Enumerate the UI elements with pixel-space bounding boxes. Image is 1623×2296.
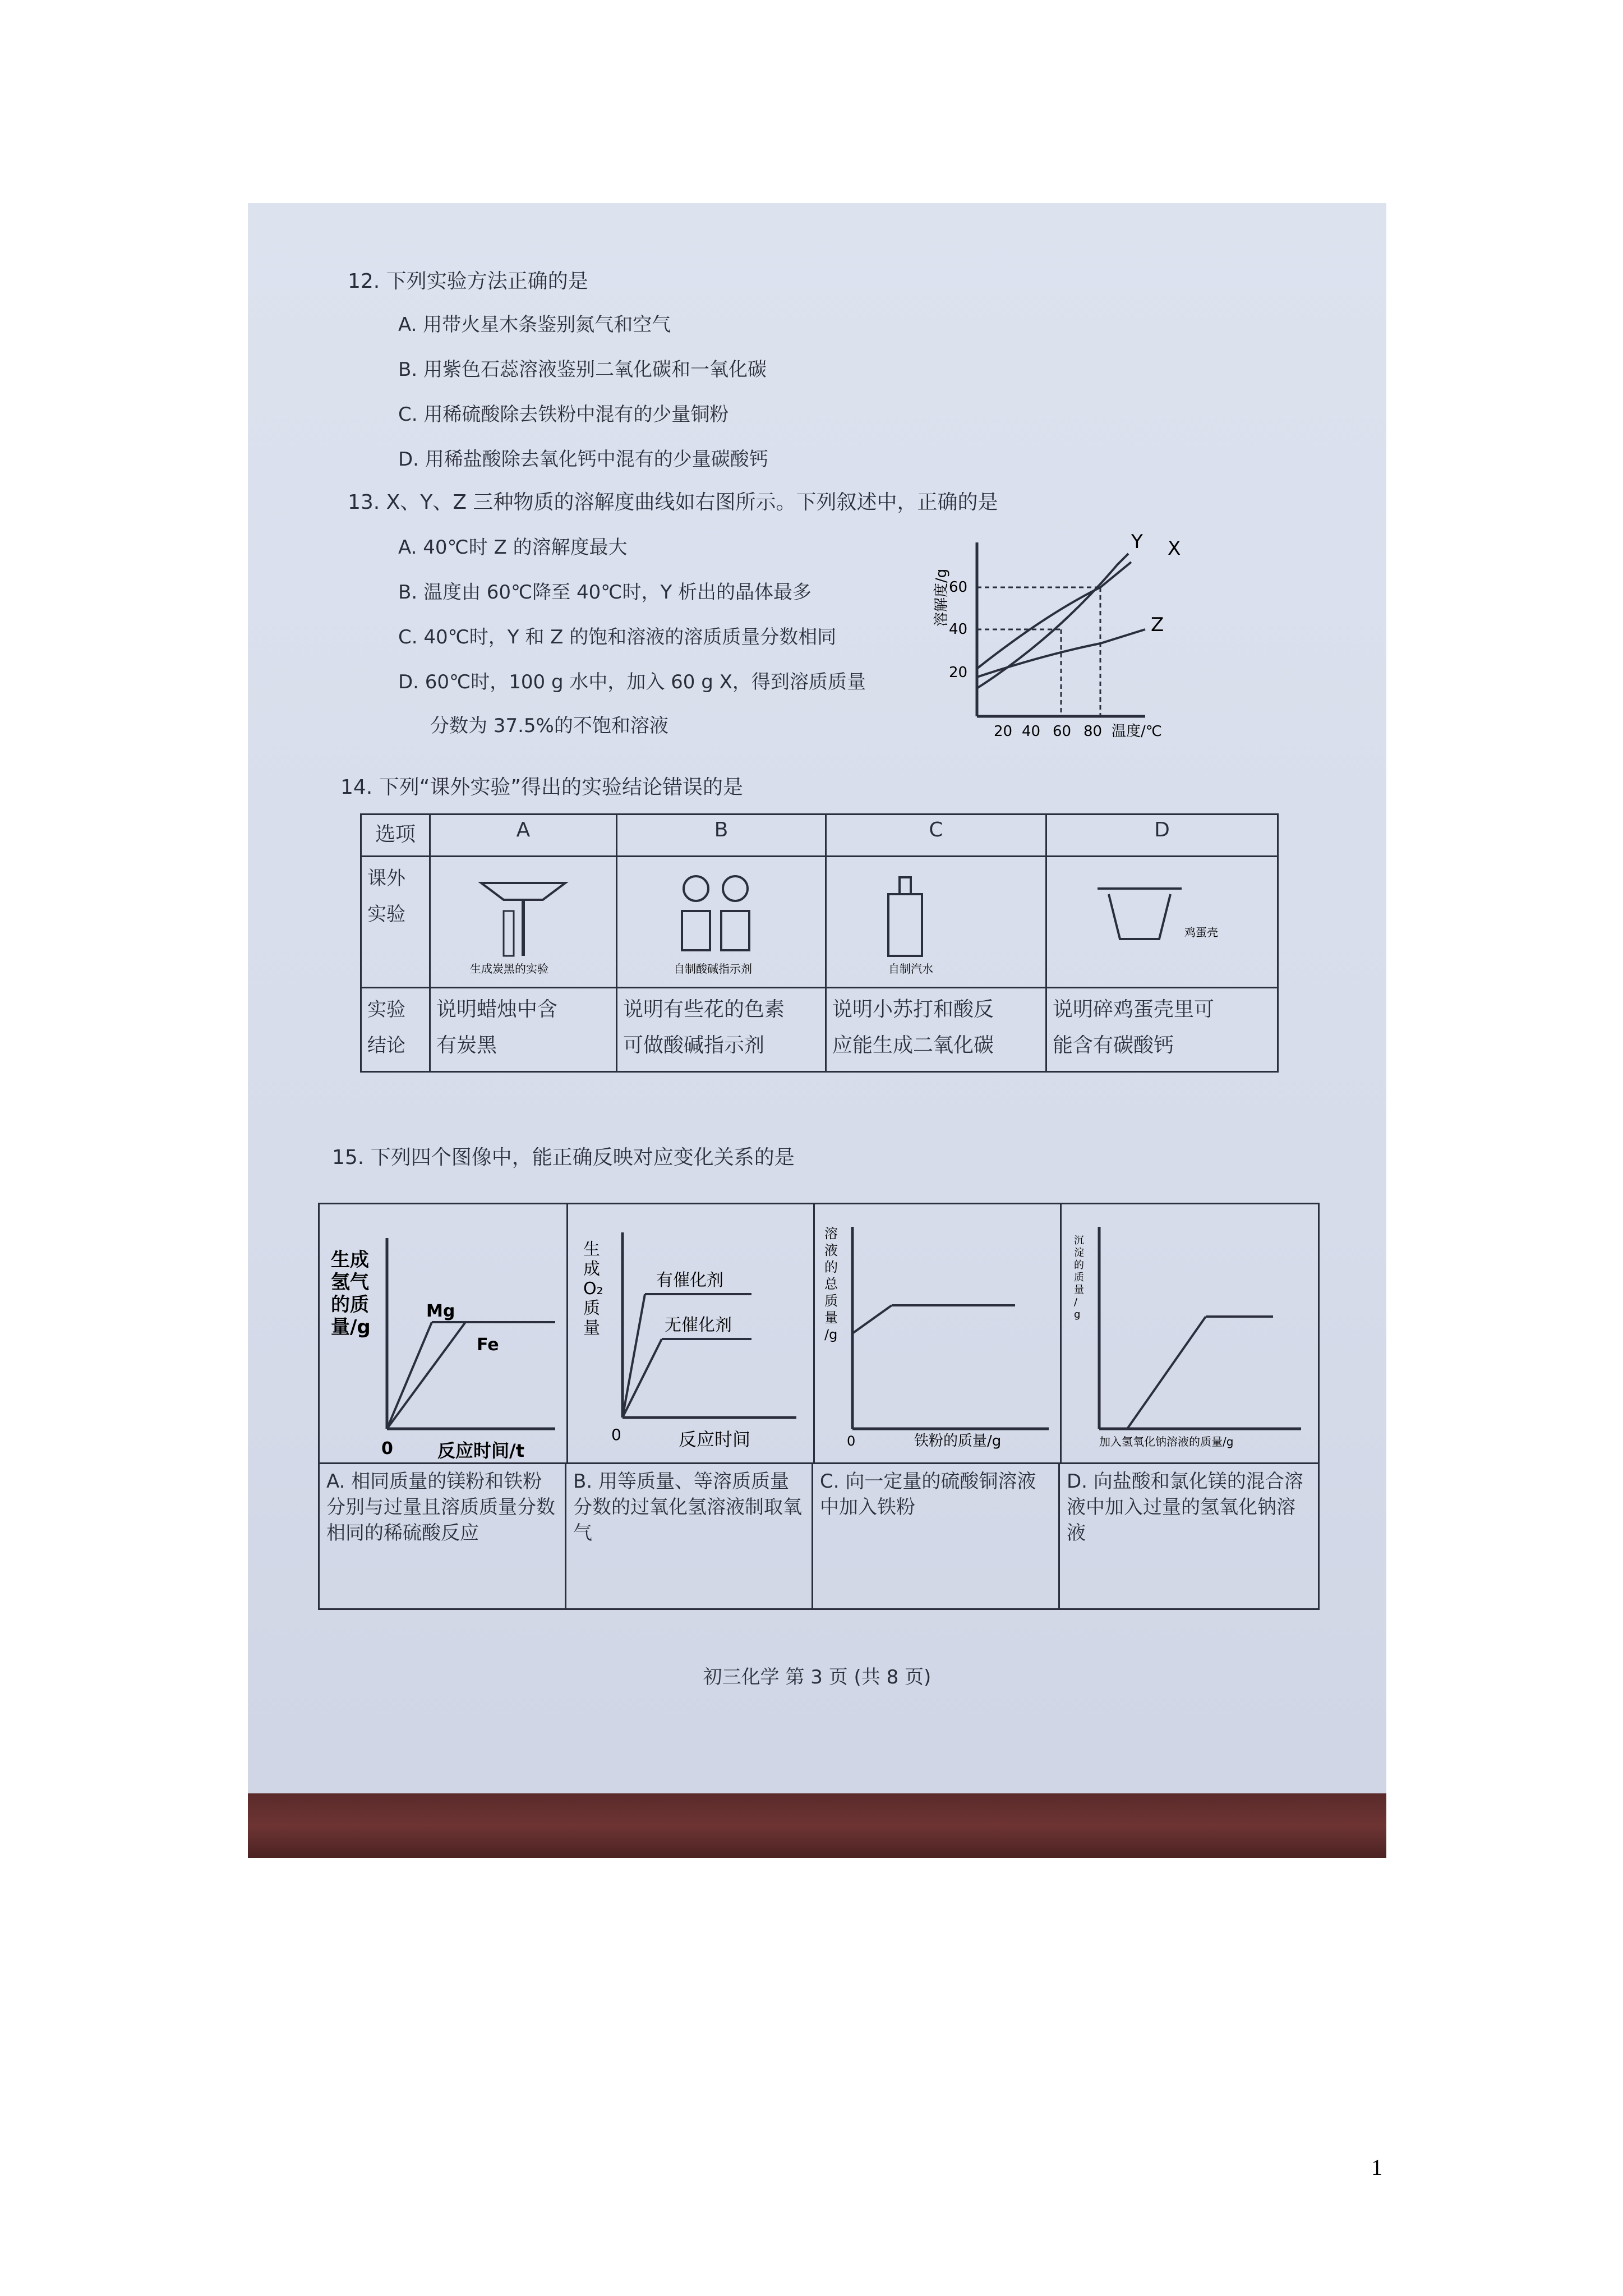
svg-text:沉: 沉	[1074, 1235, 1084, 1246]
desk-surface	[248, 1793, 1386, 1858]
caption-d: D. 向盐酸和氯化镁的混合溶液中加入过量的氢氧化钠溶液	[1060, 1462, 1318, 1608]
svg-text:的质: 的质	[331, 1294, 369, 1316]
svg-text:自制汽水: 自制汽水	[888, 962, 933, 976]
svg-text:量/g: 量/g	[331, 1316, 371, 1338]
curve-z-label: Z	[1151, 614, 1164, 636]
curve-y-label: Y	[1131, 531, 1143, 553]
q15-stem: 15. 下列四个图像中，能正确反映对应变化关系的是	[332, 1146, 795, 1169]
graph-d	[1060, 1204, 1318, 1462]
svg-text:质: 质	[824, 1293, 838, 1309]
svg-text:氢气: 氢气	[331, 1271, 369, 1294]
xtick-80: 80	[1083, 723, 1103, 740]
page-footer: 初三化学 第 3 页 (共 8 页)	[703, 1666, 932, 1688]
svg-text:的: 的	[824, 1259, 838, 1275]
svg-text:加入氢氧化钠溶液的质量/g: 加入氢氧化钠溶液的质量/g	[1099, 1435, 1234, 1448]
col-c: C	[826, 815, 1046, 857]
svg-text:质: 质	[583, 1299, 600, 1318]
svg-text:成: 成	[583, 1259, 600, 1279]
svg-text:0: 0	[381, 1439, 393, 1458]
graph-xlabel: 温度/℃	[1112, 723, 1162, 740]
xtick-40: 40	[1022, 723, 1041, 740]
curve-x-label: X	[1168, 537, 1181, 560]
graph-c	[813, 1204, 1062, 1462]
svg-text:Fe: Fe	[477, 1335, 499, 1355]
q12-stem: 12. 下列实验方法正确的是	[348, 270, 588, 293]
q14-table	[360, 813, 1279, 1073]
svg-text:生成炭黑的实验: 生成炭黑的实验	[470, 962, 548, 976]
exp-a-cell	[430, 857, 617, 988]
col-b: B	[617, 815, 826, 857]
q12-option-b: B. 用紫色石蕊溶液鉴别二氧化碳和一氧化碳	[398, 358, 767, 381]
q14-stem: 14. 下列“课外实验”得出的实验结论错误的是	[340, 776, 743, 799]
q13-option-d: D. 60℃时，100 g 水中，加入 60 g X，得到溶质质量	[398, 671, 866, 693]
svg-text:的: 的	[1074, 1259, 1084, 1271]
svg-text:有催化剂: 有催化剂	[656, 1271, 723, 1290]
q12-option-c: C. 用稀硫酸除去铁粉中混有的少量铜粉	[398, 403, 729, 426]
svg-text:鸡蛋壳: 鸡蛋壳	[1184, 926, 1218, 939]
q15-graphs-table	[318, 1203, 1320, 1610]
svg-text:0: 0	[611, 1425, 621, 1444]
q12-option-d: D. 用稀盐酸除去氧化钙中混有的少量碳酸钙	[398, 448, 768, 471]
svg-text:/: /	[1074, 1296, 1078, 1308]
svg-text:0: 0	[847, 1433, 856, 1449]
caption-c: C. 向一定量的硫酸铜溶液中加入铁粉	[813, 1462, 1060, 1608]
exp-d-cell	[1046, 857, 1278, 988]
svg-text:铁粉的质量/g: 铁粉的质量/g	[914, 1433, 1002, 1450]
soda-bottle-drawing	[832, 861, 1029, 978]
graph-a	[320, 1204, 568, 1462]
svg-text:/g: /g	[824, 1327, 838, 1342]
svg-text:反应时间/t: 反应时间/t	[437, 1440, 524, 1461]
svg-text:淀: 淀	[1074, 1247, 1084, 1259]
svg-text:液: 液	[824, 1243, 838, 1258]
page-number: 1	[1371, 2155, 1382, 2180]
graph-ylabel: 溶解度/g	[933, 568, 950, 627]
col-d: D	[1046, 815, 1278, 857]
q13-stem: 13. X、Y、Z 三种物质的溶解度曲线如右图所示。下列叙述中，正确的是	[348, 491, 998, 514]
flower-indicator-drawing	[623, 861, 808, 978]
svg-text:O₂: O₂	[583, 1279, 603, 1299]
xtick-20: 20	[994, 723, 1013, 740]
conclusion-c: 说明小苏打和酸反 应能生成二氧化碳	[826, 988, 1046, 1072]
svg-text:自制酸碱指示剂: 自制酸碱指示剂	[674, 962, 752, 976]
exam-page-photo	[248, 203, 1386, 1858]
svg-text:g: g	[1074, 1309, 1081, 1320]
q12-option-a: A. 用带火星木条鉴别氮气和空气	[398, 314, 671, 336]
svg-text:量: 量	[583, 1318, 600, 1338]
solubility-curve-graph	[932, 531, 1212, 744]
svg-text:量: 量	[1074, 1284, 1084, 1296]
svg-text:反应时间: 反应时间	[679, 1429, 751, 1450]
q13-option-c: C. 40℃时，Y 和 Z 的饱和溶液的溶质质量分数相同	[398, 626, 837, 648]
xtick-60: 60	[1053, 723, 1072, 740]
header-conclusion: 实验 结论	[361, 988, 430, 1072]
col-a: A	[430, 815, 617, 857]
svg-text:总: 总	[824, 1276, 838, 1292]
graph-b	[566, 1204, 815, 1462]
conclusion-d: 说明碎鸡蛋壳里可 能含有碳酸钙	[1046, 988, 1278, 1072]
q13-option-d-cont: 分数为 37.5%的不饱和溶液	[430, 715, 668, 737]
header-experiment: 课外 实验	[361, 857, 430, 988]
svg-text:质: 质	[1074, 1272, 1084, 1283]
exp-c-cell	[826, 857, 1046, 988]
q13-option-b: B. 温度由 60℃降至 40℃时，Y 析出的晶体最多	[398, 581, 812, 604]
header-option: 选项	[361, 815, 430, 857]
ytick-60: 60	[949, 579, 968, 596]
svg-text:Mg: Mg	[426, 1301, 455, 1321]
exp-b-cell	[617, 857, 826, 988]
svg-text:量: 量	[824, 1310, 838, 1326]
svg-text:生: 生	[583, 1240, 600, 1259]
eggshell-drawing	[1053, 861, 1260, 978]
svg-text:溶: 溶	[824, 1226, 838, 1241]
svg-text:生成: 生成	[331, 1249, 369, 1271]
candle-dish-drawing	[436, 861, 605, 978]
conclusion-a: 说明蜡烛中含 有炭黑	[430, 988, 617, 1072]
caption-b: B. 用等质量、等溶质质量分数的过氧化氢溶液制取氧气	[566, 1462, 813, 1608]
ytick-20: 20	[949, 664, 968, 681]
svg-text:无催化剂: 无催化剂	[665, 1315, 732, 1335]
caption-a: A. 相同质量的镁粉和铁粉分别与过量且溶质质量分数相同的稀硫酸反应	[320, 1462, 566, 1608]
q13-option-a: A. 40℃时 Z 的溶解度最大	[398, 536, 628, 559]
conclusion-b: 说明有些花的色素 可做酸碱指示剂	[617, 988, 826, 1072]
ytick-40: 40	[949, 621, 968, 638]
